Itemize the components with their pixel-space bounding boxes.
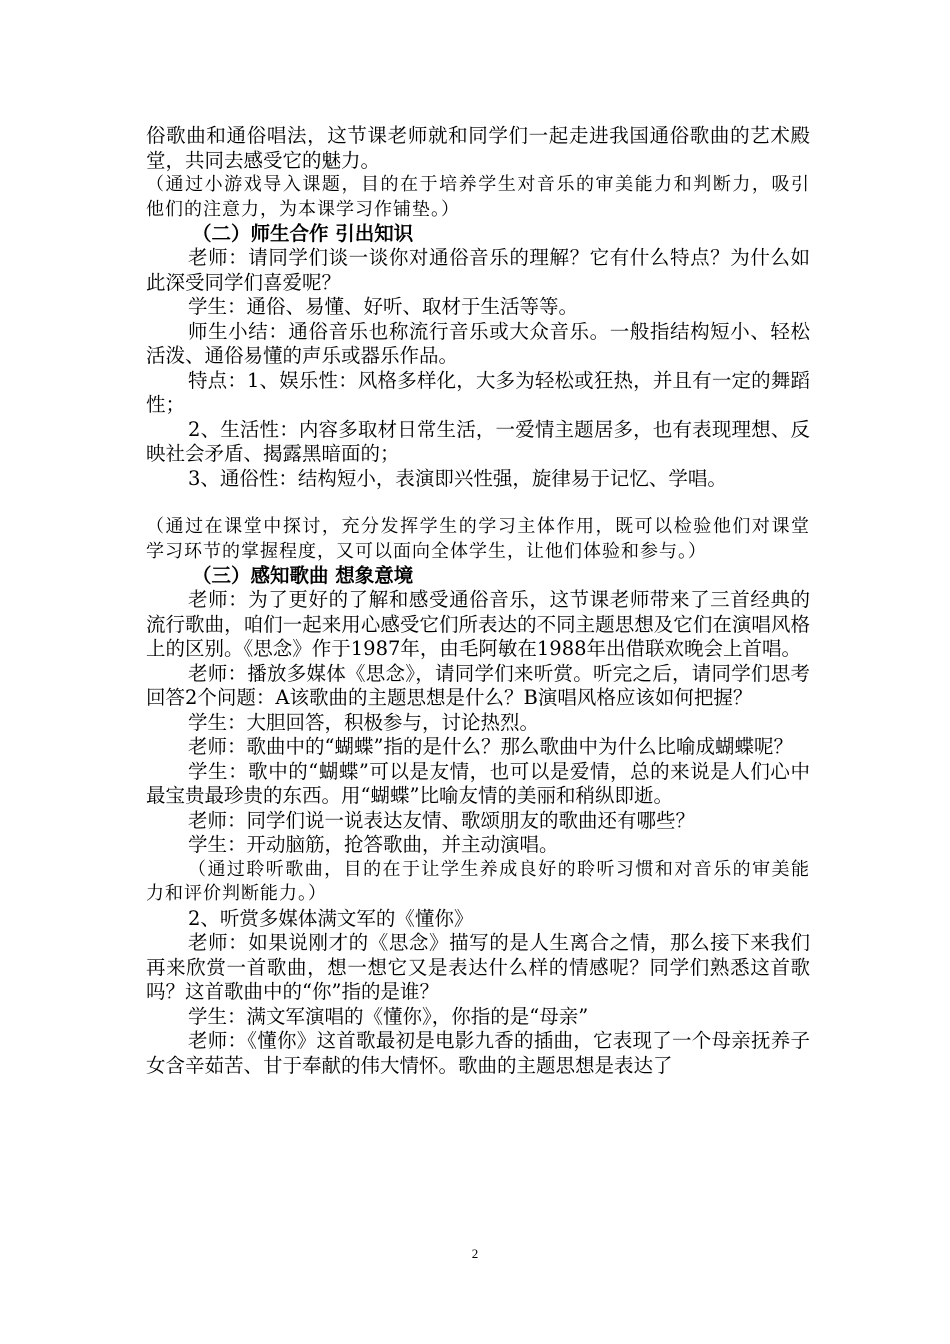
- teacher-intro-songs: 老师：为了更好的了解和感受通俗音乐，这节课老师带来了三首经典的流行歌曲，咱们一起来用心感受它们所表达的不同主题思想及它们在演唱风格上的区别。《思念》作于1987年，由毛阿敏在1988年出借联欢晚会上首唱。: [146, 588, 810, 660]
- teacher-question-butterfly: 老师：歌曲中的“蝴蝶”指的是什么？那么歌曲中为什么比喻成蝴蝶呢？: [188, 735, 793, 758]
- student-answer-butterfly: 学生：歌中的“蝴蝶”可以是友情，也可以是爱情，总的来说是人们心中最宝贵最珍贵的东西。用“蝴蝶”比喻友情的美丽和稍纵即逝。: [146, 759, 810, 807]
- section-heading-three: （三）感知歌曲 想象意境: [192, 564, 414, 587]
- student-answer-sing: 学生：开动脑筋，抢答歌曲，并主动演唱。: [188, 833, 559, 856]
- teacher-play-sinian: 老师：播放多媒体《思念》，请同学们来听赏。听完之后，请同学们思考回答2个问题：A该歌曲的主题思想是什么？B演唱风格应该如何把握？: [146, 661, 810, 709]
- teacher-question-pop-music: 老师：请同学们谈一谈你对通俗音乐的理解？它有什么特点？为什么如此深受同学们喜爱呢？: [146, 246, 810, 294]
- teacher-explain-dongni: 老师：《懂你》这首歌最初是电影九香的插曲，它表现了一个母亲抚养子女含辛茹苦、甘于奉献的伟大情怀。歌曲的主题思想是表达了: [146, 1029, 810, 1077]
- teaching-note-listening: （通过聆听歌曲，目的在于让学生养成良好的聆听习惯和对音乐的审美能力和评价判断能力。）: [146, 858, 810, 904]
- feature-entertainment: 特点：1、娱乐性：风格多样化，大多为轻松或狂热，并且有一定的舞蹈性；: [146, 368, 810, 416]
- teacher-question-friendship-songs: 老师：同学们说一说表达友情、歌颂朋友的歌曲还有哪些？: [188, 808, 696, 832]
- student-response-active: 学生：大胆回答，积极参与，讨论热烈。: [188, 710, 540, 734]
- subsection-dongni: 2、听赏多媒体满文军的《懂你》: [188, 906, 474, 930]
- student-answer-dongni: 学生：满文军演唱的《懂你》，你指的是“母亲”: [188, 1004, 589, 1028]
- feature-popular: 3、通俗性：结构短小，表演即兴性强，旋律易于记忆、学唱。: [188, 466, 727, 490]
- blank-line: [146, 491, 810, 515]
- summary-pop-music: 师生小结：通俗音乐也称流行音乐或大众音乐。一般指结构短小、轻松活泼、通俗易懂的声乐或器乐作品。: [146, 319, 810, 367]
- feature-life: 2、生活性：内容多取材日常生活，一爱情主题居多，也有表现理想、反映社会矛盾、揭露黑暗面的；: [146, 417, 810, 465]
- teacher-question-dongni: 老师：如果说刚才的《思念》描写的是人生离合之情，那么接下来我们再来欣赏一首歌曲，想一想它又是表达什么样的情感呢？同学们熟悉这首歌吗？这首歌曲中的“你”指的是谁？: [146, 931, 810, 1003]
- paragraph-intro-continued: 俗歌曲和通俗唱法，这节课老师就和同学们一起走进我国通俗歌曲的艺术殿堂，共同去感受它的魅力。: [146, 124, 810, 172]
- teaching-note-discussion: （通过在课堂中探讨，充分发挥学生的学习主体作用，既可以检验他们对课堂学习环节的掌握程度，又可以面向全体学生，让他们体验和参与。）: [146, 516, 810, 562]
- student-answer-features: 学生：通俗、易懂、好听、取材于生活等等。: [188, 295, 579, 318]
- document-body: [146, 124, 810, 1078]
- teaching-note-game: （通过小游戏导入课题，目的在于培养学生对音乐的审美能力和判断力，吸引他们的注意力，为本课学习作铺垫。）: [146, 174, 810, 220]
- page-number: 2: [471, 1246, 479, 1261]
- section-heading-two: （二）师生合作 引出知识: [192, 222, 414, 245]
